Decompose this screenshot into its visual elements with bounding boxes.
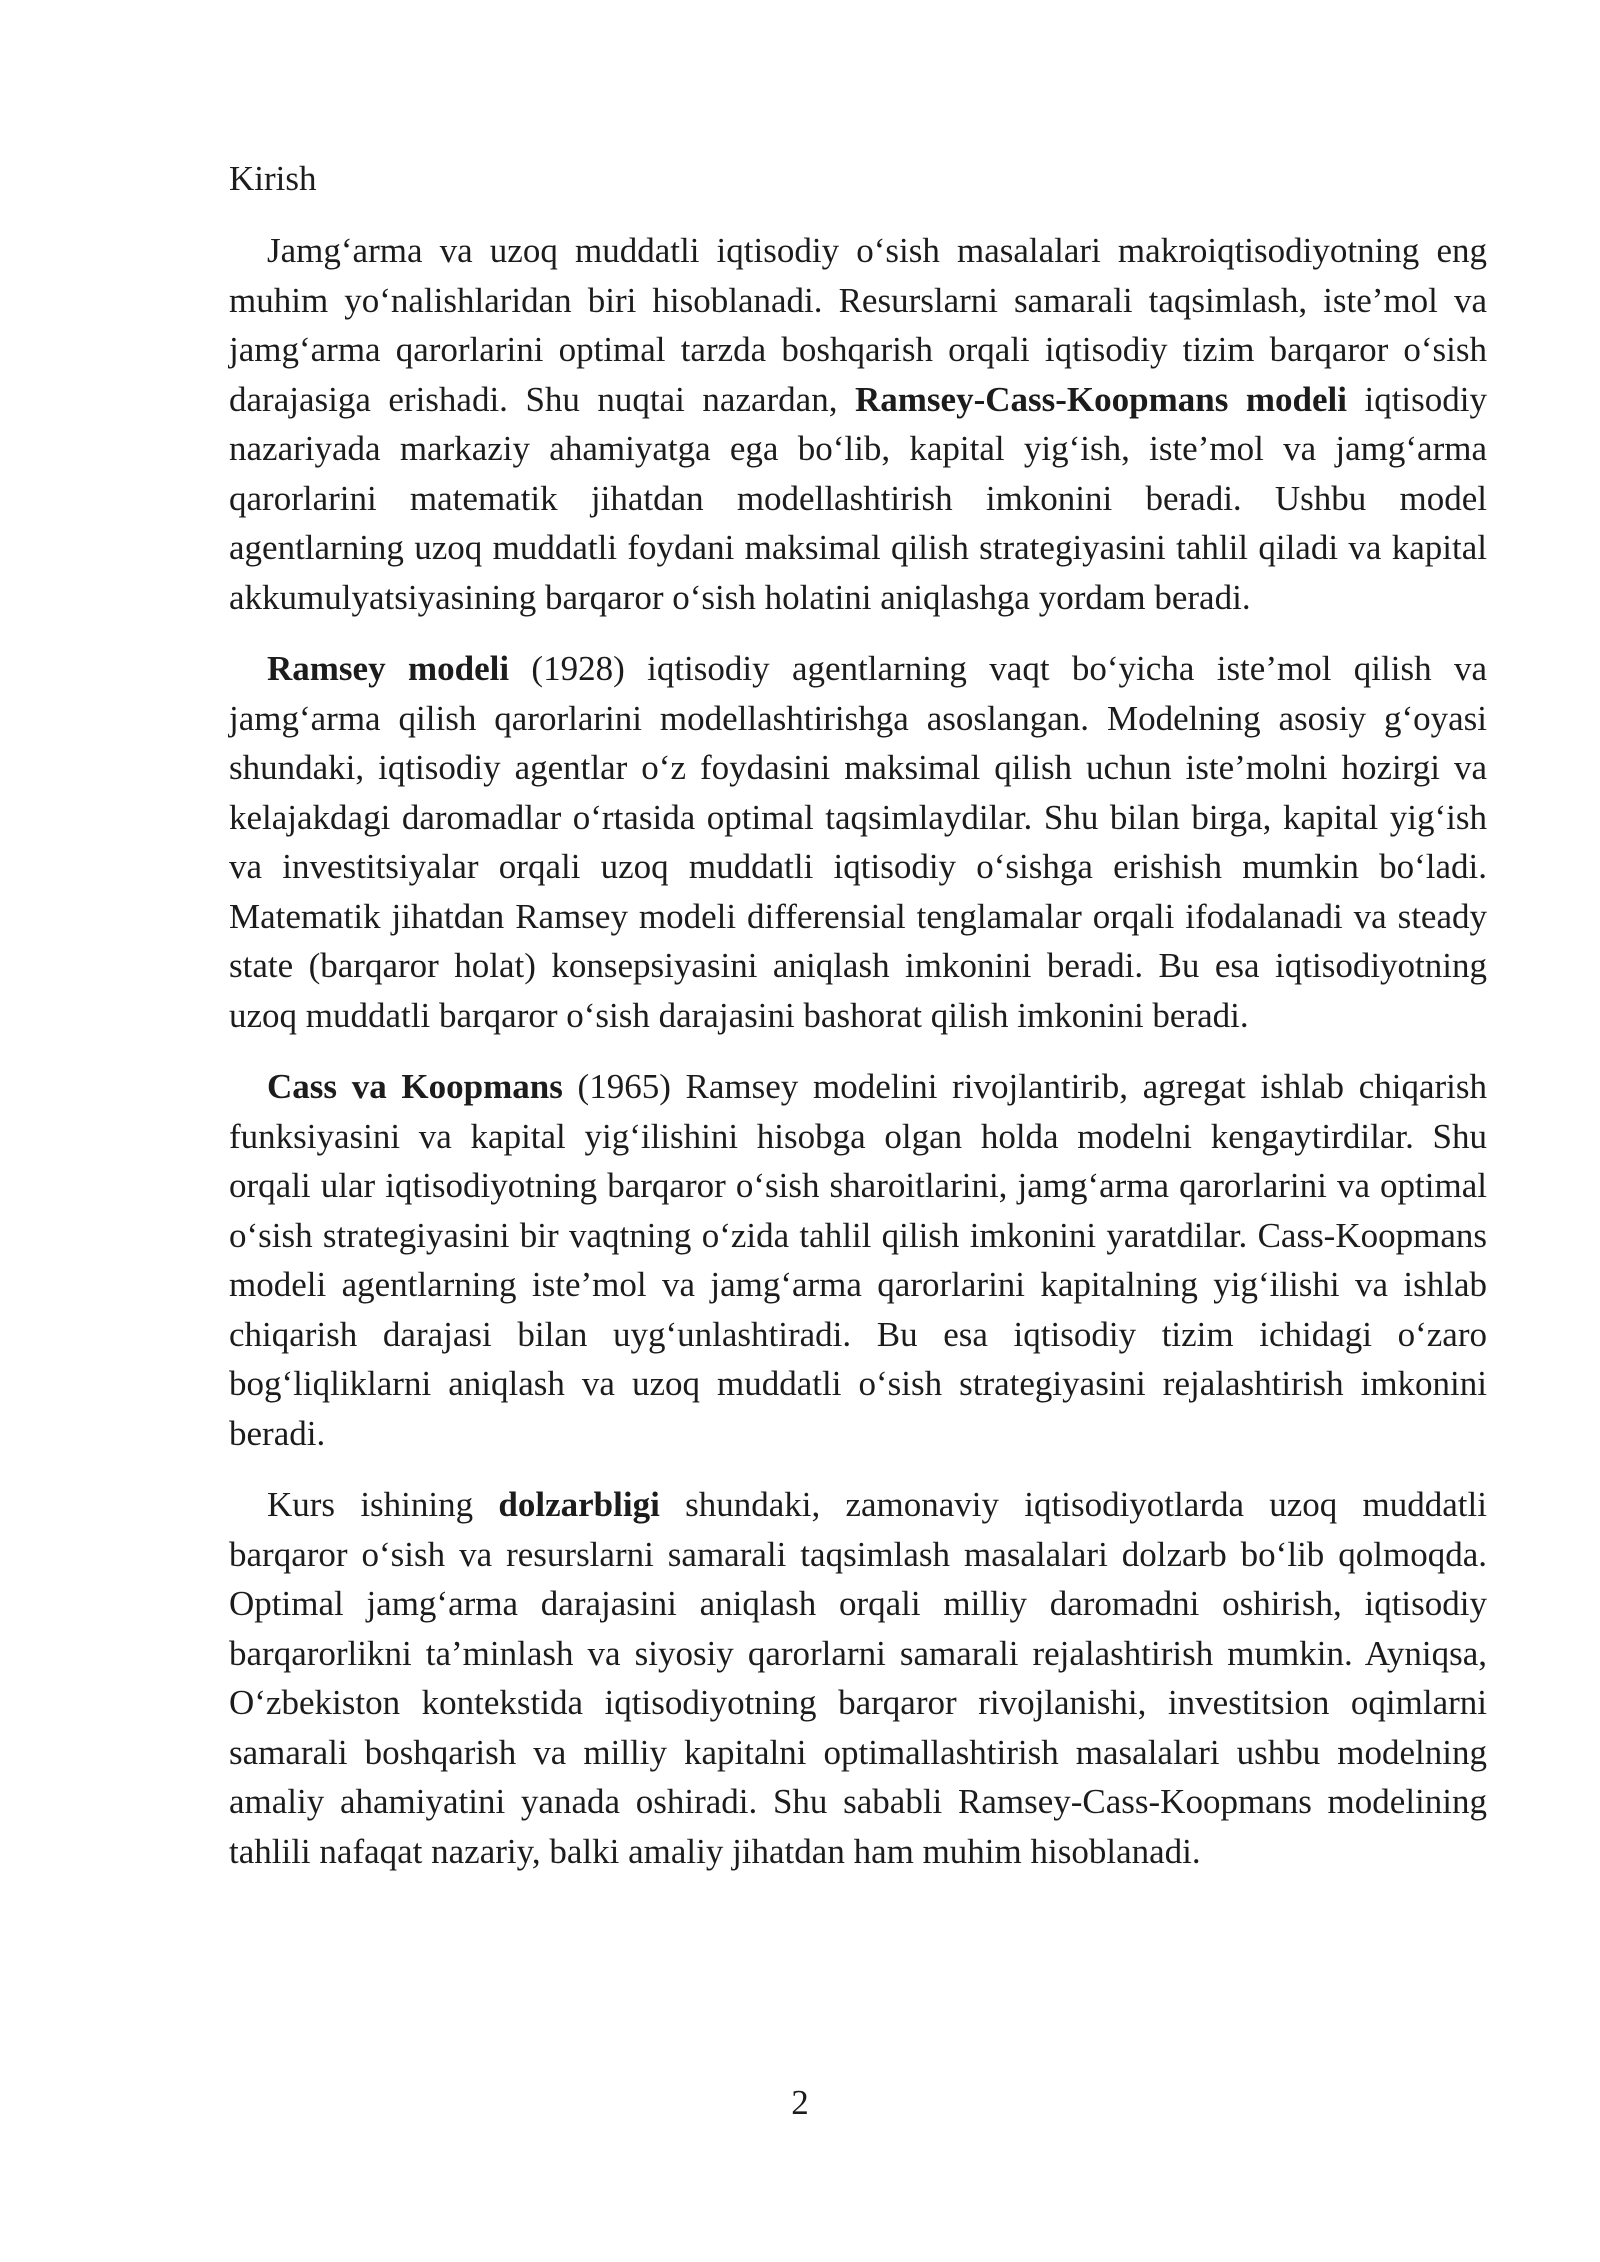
paragraph-relevance: [229, 1480, 1487, 1876]
bold-term: dolzarbligi: [498, 1485, 660, 1524]
paragraph-cass-koopmans: [229, 1062, 1487, 1458]
bold-term: Ramsey modeli: [267, 649, 510, 688]
section-heading: Kirish: [229, 159, 317, 198]
document-page: [229, 140, 1487, 1898]
text-segment: shundaki, zamonaviy iqtisodiyotlarda uzoq muddatli barqaror o‘sish va resurslarni samarali taqsimlash masalalari dolzarb bo‘lib qolmoqda. Optimal jamg‘arma darajasini aniqlash orqali milliy daromadni oshirish, iqtisodiy barqarorlikni ta’minlash va siyosiy qarorlarni samarali rejalashtirish mumkin. Ayniqsa, O‘zbekiston kontekstida iqtisodiyotning barqaror rivojlanishi, investitsion oqimlarni samarali boshqarish va milliy kapitalni optimallashtirish masalalari ushbu modelning amaliy ahamiyatini yanada oshiradi. Shu sababli Ramsey-Cass-Koopmans modelining tahlili nafaqat nazariy, balki amaliy jihatdan ham muhim hisoblanadi.: [229, 1485, 1487, 1871]
text-segment: Kurs ishining: [267, 1485, 499, 1524]
bold-term: Ramsey-Cass-Koopmans modeli: [854, 379, 1347, 419]
paragraph-ramsey-model: [229, 644, 1487, 1040]
text-segment: (1965) Ramsey modelini rivojlantirib, agregat ishlab chiqarish funksiyasini va kapital yig‘ilishini hisobga olgan holda modelni kengaytirdilar. Shu orqali ular iqtisodiyotning barqaror o‘sish sharoitlarini, jamg‘arma qarorlarini va optimal o‘sish strategiyasini bir vaqtning o‘zida tahlil qilish imkonini yaratdilar. Cass-Koopmans modeli agentlarning iste’mol va jamg‘arma qarorlarini kapitalning yig‘ilishi va ishlab chiqarish darajasi bilan uyg‘unlashtiradi. Bu esa iqtisodiy tizim ichidagi o‘zaro bog‘liqliklarni aniqlash va uzoq muddatli o‘sish strategiyasini rejalashtirish imkonini beradi.: [229, 1067, 1488, 1453]
paragraph-introduction: [229, 226, 1487, 622]
page-number: 2: [791, 2083, 809, 2122]
text-segment: iqtisodiy nazariyada markaziy ahamiyatga ega bo‘lib, kapital yig‘ish, iste’mol va jamg‘arma qarorlarini matematik jihatdan modellashtirish imkonini beradi. Ushbu model agentlarning uzoq muddatli foydani maksimal qilish strategiyasini tahlil qiladi va kapital akkumulyatsiyasining barqaror o‘sish holatini aniqlashga yordam beradi.: [229, 379, 1487, 617]
text-segment: Jamg‘arma va uzoq muddatli iqtisodiy o‘sish masalalari makroiqtisodiyotning eng muhim yo‘nalishlaridan biri hisoblanadi. Resurslarni samarali taqsimlash, iste’mol va jamg‘arma qarorlarini optimal tarzda boshqarish orqali iqtisodiy tizim barqaror o‘sish darajasiga erishadi. Shu nuqtai nazardan,: [229, 231, 1487, 419]
text-segment: (1928) iqtisodiy agentlarning vaqt bo‘yicha iste’mol qilish va jamg‘arma qilish qarorlarini modellashtirishga asoslangan. Modelning asosiy g‘oyasi shundaki, iqtisodiy agentlar o‘z foydasini maksimal qilish uchun iste’molni hozirgi va kelajakdagi daromadlar o‘rtasida optimal taqsimlaydilar. Shu bilan birga, kapital yig‘ish va investitsiyalar orqali uzoq muddatli iqtisodiy o‘sishga erishish mumkin bo‘ladi. Matematik jihatdan Ramsey modeli differensial tenglamalar orqali ifodalanadi va steady state (barqaror holat) konsepsiyasini aniqlash imkonini beradi. Bu esa iqtisodiyotning uzoq muddatli barqaror o‘sish darajasini bashorat qilish imkonini beradi.: [229, 649, 1487, 1035]
bold-term: Cass va Koopmans: [267, 1067, 563, 1106]
